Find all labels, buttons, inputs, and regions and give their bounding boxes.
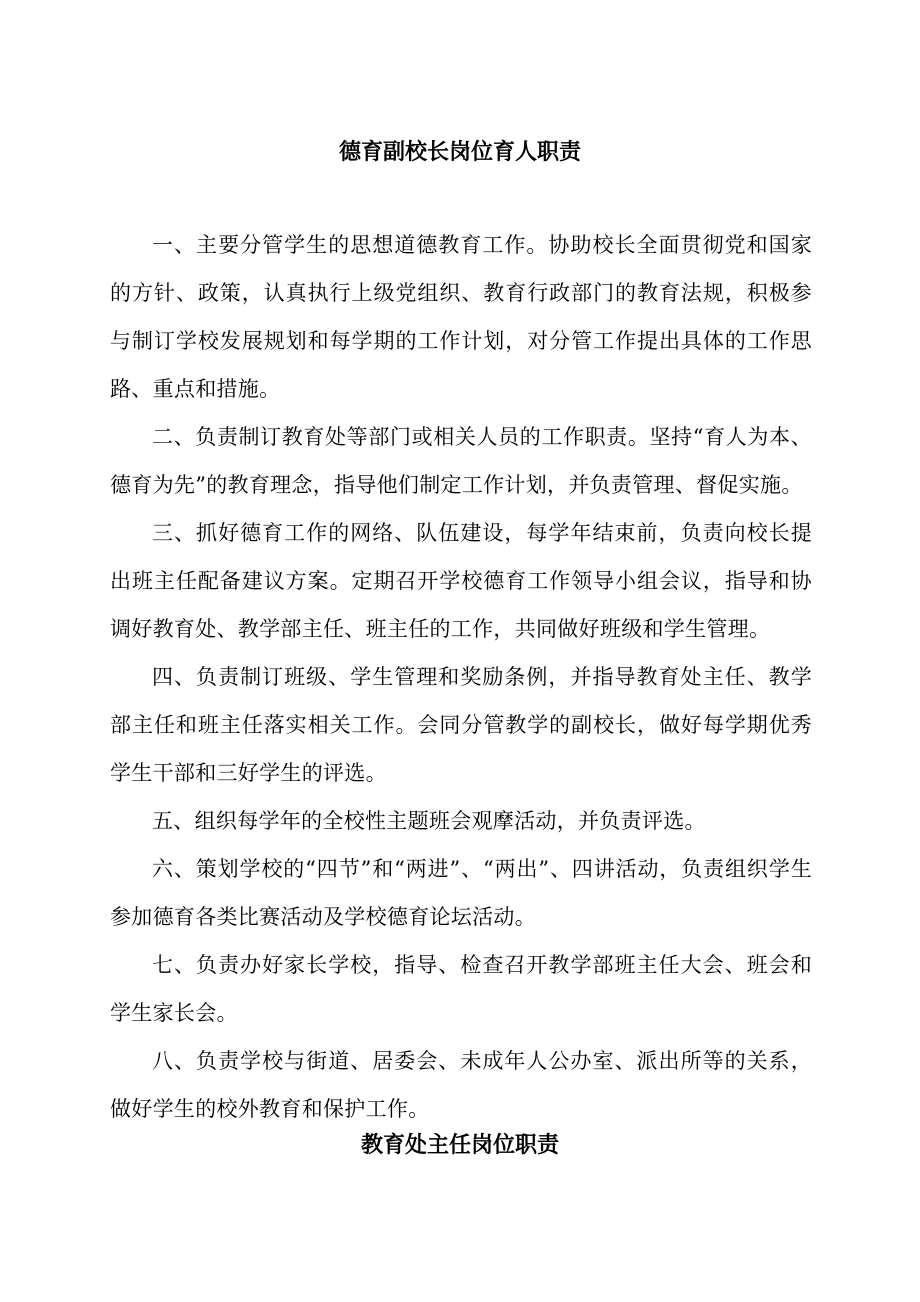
next-section-title: 教育处主任岗位职责 <box>360 1132 559 1158</box>
paragraph-5: 五、组织每学年的全校性主题班会观摩活动，并负责评选。 <box>152 809 706 833</box>
paragraph-2: 二、负责制订教育处等部门或相关人员的工作职责。坚持“育人为本、德育为先”的教育理念，指导他们制定工作计划，并负责管理、督促实施。 <box>110 425 812 497</box>
paragraph-6: 六、策划学校的“四节”和“两进”、“两出”、四讲活动，负责组织学生参加德育各类比赛活动及学校德育论坛活动。 <box>110 857 812 929</box>
document-body <box>110 221 812 1133</box>
paragraph-8: 八、负责学校与街道、居委会、未成年人公办室、派出所等的关系，做好学生的校外教育和保护工作。 <box>110 1049 812 1121</box>
paragraph-3: 三、抓好德育工作的网络、队伍建设，每学年结束前，负责向校长提出班主任配备建议方案。定期召开学校德育工作领导小组会议，指导和协调好教育处、教学部主任、班主任的工作，共同做好班级和学生管理。 <box>110 521 812 641</box>
document-title: 德育副校长岗位育人职责 <box>338 139 581 165</box>
paragraph-4: 四、负责制订班级、学生管理和奖励条例，并指导教育处主任、教学部主任和班主任落实相关工作。会同分管教学的副校长，做好每学期优秀学生干部和三好学生的评选。 <box>110 665 812 785</box>
paragraph-7: 七、负责办好家长学校，指导、检查召开教学部班主任大会、班会和学生家长会。 <box>110 953 812 1025</box>
paragraph-1: 一、主要分管学生的思想道德教育工作。协助校长全面贯彻党和国家的方针、政策，认真执行上级党组织、教育行政部门的教育法规，积极参与制订学校发展规划和每学期的工作计划，对分管工作提出具体的工作思路、重点和措施。 <box>110 233 812 401</box>
